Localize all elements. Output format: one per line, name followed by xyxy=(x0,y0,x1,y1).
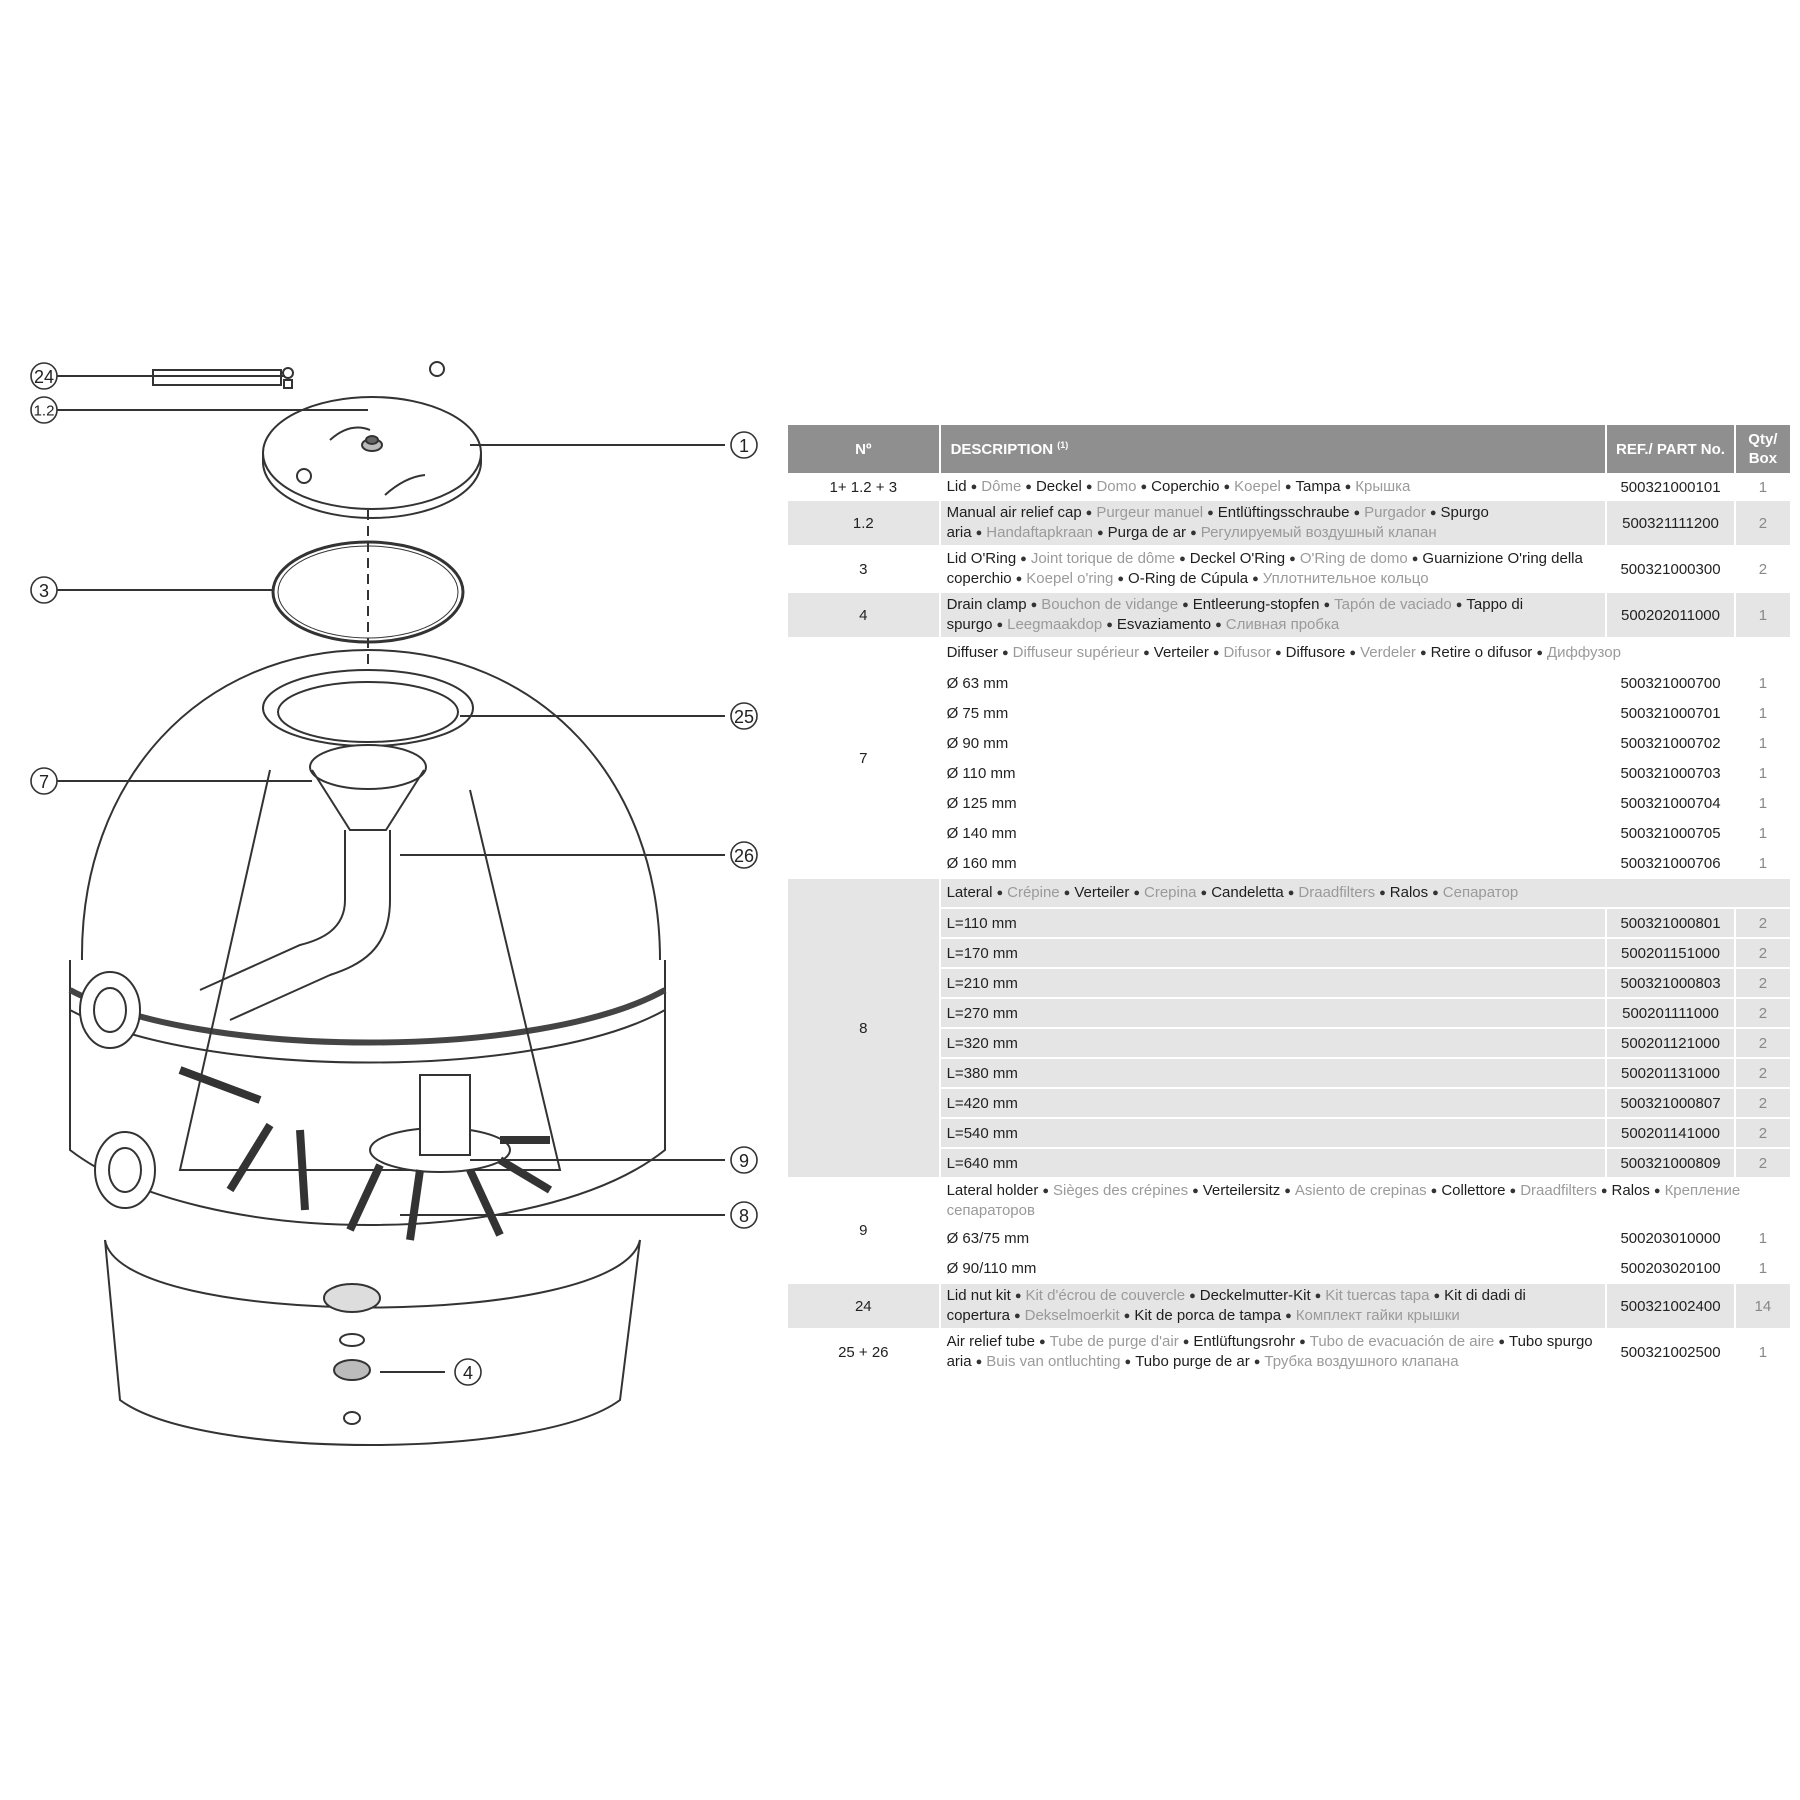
description-term: Sièges des crépines xyxy=(1052,1182,1189,1199)
part-ref: 500321000701 xyxy=(1607,699,1734,729)
separator-bullet: ● xyxy=(1433,1290,1441,1302)
description-term: Drain clamp xyxy=(946,596,1027,613)
separator-bullet: ● xyxy=(1653,1185,1661,1197)
separator-bullet: ● xyxy=(1014,1290,1022,1302)
callout-25: 25 xyxy=(733,707,755,727)
part-qty: 2 xyxy=(1736,1029,1790,1059)
description-term: O'Ring de domo xyxy=(1299,550,1408,567)
part-qty: 2 xyxy=(1736,909,1790,939)
separator-bullet: ● xyxy=(1085,481,1093,493)
callout-4: 4 xyxy=(462,1363,474,1383)
description-term: Диффузор xyxy=(1546,644,1621,661)
separator-bullet: ● xyxy=(1179,553,1186,565)
description-term: Diffuser xyxy=(946,644,999,661)
part-size: L=380 mm xyxy=(941,1059,1606,1089)
table-row xyxy=(788,501,1790,547)
part-qty: 2 xyxy=(1736,501,1790,547)
description-term: Tapón de vaciado xyxy=(1334,596,1452,613)
description-term: Leegmaakdop xyxy=(1007,616,1103,633)
description-term: Buis van ontluchting xyxy=(986,1353,1121,1370)
table-row xyxy=(788,1179,1790,1224)
part-qty: 2 xyxy=(1736,939,1790,969)
part-ref: 500321002400 xyxy=(1607,1284,1734,1330)
description-term: Purga de ar xyxy=(1107,524,1187,541)
separator-bullet: ● xyxy=(1253,1356,1261,1368)
description-term: Kit tuercas tapa xyxy=(1325,1287,1430,1304)
separator-bullet: ● xyxy=(1323,599,1331,611)
description-term: Сепаратор xyxy=(1442,884,1519,901)
part-qty: 2 xyxy=(1736,1149,1790,1179)
part-size: L=210 mm xyxy=(941,969,1606,999)
part-ref: 500321000300 xyxy=(1607,547,1734,593)
description-term: Lid nut kit xyxy=(946,1287,1011,1304)
part-number: 25 + 26 xyxy=(788,1330,939,1376)
part-description xyxy=(941,639,1790,669)
separator-bullet: ● xyxy=(1117,573,1125,585)
description-term: Verdeler xyxy=(1360,644,1416,661)
part-size: Ø 90/110 mm xyxy=(941,1254,1606,1284)
separator-bullet: ● xyxy=(1299,1336,1306,1348)
description-term: Lid xyxy=(946,478,967,495)
part-ref: 500203020100 xyxy=(1607,1254,1734,1284)
separator-bullet: ● xyxy=(1123,1310,1131,1322)
part-qty: 1 xyxy=(1736,1224,1790,1254)
header-qty: Qty/ Box xyxy=(1736,425,1790,475)
description-term: Tappo di spurgo xyxy=(946,596,1524,633)
separator-bullet: ● xyxy=(1013,1310,1021,1322)
description-term: Collettore xyxy=(1441,1182,1506,1199)
callout-9: 9 xyxy=(738,1151,750,1171)
description-term: Lateral xyxy=(946,884,993,901)
part-size: L=170 mm xyxy=(941,939,1606,969)
part-size: Ø 110 mm xyxy=(941,759,1606,789)
separator-bullet: ● xyxy=(1455,599,1463,611)
part-qty: 2 xyxy=(1736,1089,1790,1119)
description-term: Coperchio xyxy=(1151,478,1220,495)
callout-7: 7 xyxy=(38,772,50,792)
part-size: Ø 160 mm xyxy=(941,849,1606,879)
part-ref: 500321000705 xyxy=(1607,819,1734,849)
description-term: Tubo de evacuación de aire xyxy=(1309,1333,1495,1350)
header-no: Nº xyxy=(788,425,939,475)
part-description xyxy=(941,501,1606,547)
table-row xyxy=(788,1284,1790,1330)
description-term: Kit d'écrou de couvercle xyxy=(1025,1287,1186,1304)
part-description xyxy=(941,1284,1606,1330)
part-qty: 1 xyxy=(1736,729,1790,759)
part-qty: 2 xyxy=(1736,999,1790,1029)
header-description: DESCRIPTION $^{(1)}$ xyxy=(941,425,1606,475)
separator-bullet: ● xyxy=(1509,1185,1517,1197)
description-term: Tampa xyxy=(1295,478,1341,495)
part-ref: 500321000700 xyxy=(1607,669,1734,699)
table-row xyxy=(788,547,1790,593)
part-description xyxy=(941,593,1606,639)
description-term: Tubo spurgo aria xyxy=(946,1333,1593,1370)
description-term: Manual air relief cap xyxy=(946,504,1082,521)
part-number: 24 xyxy=(788,1284,939,1330)
table-row xyxy=(788,593,1790,639)
description-term: Asiento de crepinas xyxy=(1294,1182,1427,1199)
part-ref: 500201131000 xyxy=(1607,1059,1734,1089)
part-size: Ø 75 mm xyxy=(941,699,1606,729)
separator-bullet: ● xyxy=(1411,553,1419,565)
separator-bullet: ● xyxy=(1349,647,1357,659)
separator-bullet: ● xyxy=(1379,887,1386,899)
part-qty: 1 xyxy=(1736,819,1790,849)
description-term: Уплотнительное кольцо xyxy=(1262,570,1429,587)
separator-bullet: ● xyxy=(1344,481,1352,493)
separator-bullet: ● xyxy=(1002,647,1009,659)
description-term: Entleerung-stopfen xyxy=(1192,596,1320,613)
separator-bullet: ● xyxy=(1042,1185,1049,1197)
part-qty: 1 xyxy=(1736,669,1790,699)
part-size: Ø 125 mm xyxy=(941,789,1606,819)
description-term: O-Ring de Cúpula xyxy=(1128,570,1249,587)
description-term: Lid O'Ring xyxy=(946,550,1017,567)
part-size: Ø 90 mm xyxy=(941,729,1606,759)
part-qty: 1 xyxy=(1736,1254,1790,1284)
part-number: 9 xyxy=(788,1179,939,1284)
description-term: Регулируемый воздушный клапан xyxy=(1200,524,1437,541)
description-term: Guarnizione O'ring della coperchio xyxy=(946,550,1583,587)
separator-bullet: ● xyxy=(1030,599,1038,611)
callout-26: 26 xyxy=(733,846,755,866)
description-term: Сливная пробка xyxy=(1225,616,1340,633)
part-qty: 2 xyxy=(1736,547,1790,593)
separator-bullet: ● xyxy=(1038,1336,1046,1348)
description-term: Crépine xyxy=(1007,884,1060,901)
part-ref: 500201141000 xyxy=(1607,1119,1734,1149)
description-term: Difusor xyxy=(1223,644,1271,661)
callout-8: 8 xyxy=(738,1206,750,1226)
description-term: Handaftapkraan xyxy=(986,524,1094,541)
part-size: Ø 63/75 mm xyxy=(941,1224,1606,1254)
separator-bullet: ● xyxy=(1015,573,1023,585)
description-term: Tube de purge d'air xyxy=(1049,1333,1179,1350)
separator-bullet: ● xyxy=(1314,1290,1322,1302)
separator-bullet: ● xyxy=(1430,1185,1438,1197)
separator-bullet: ● xyxy=(1223,481,1231,493)
description-term: Diffusore xyxy=(1285,644,1346,661)
part-number: 4 xyxy=(788,593,939,639)
separator-bullet: ● xyxy=(1182,599,1189,611)
part-ref: 500321000803 xyxy=(1607,969,1734,999)
description-term: Entlüftungsrohr xyxy=(1193,1333,1296,1350)
part-ref: 500321000801 xyxy=(1607,909,1734,939)
part-ref: 500203010000 xyxy=(1607,1224,1734,1254)
part-qty: 1 xyxy=(1736,759,1790,789)
callout-24: 24 xyxy=(33,367,55,387)
description-term: Крышка xyxy=(1355,478,1411,495)
part-number: 7 xyxy=(788,639,939,879)
part-number: 1.2 xyxy=(788,501,939,547)
callout-1: 1 xyxy=(738,436,750,456)
part-number: 1+ 1.2 + 3 xyxy=(788,475,939,501)
part-qty: 1 xyxy=(1736,1330,1790,1376)
part-size: L=640 mm xyxy=(941,1149,1606,1179)
table-row xyxy=(788,879,1790,909)
part-ref: 500321000704 xyxy=(1607,789,1734,819)
separator-bullet: ● xyxy=(1020,553,1027,565)
separator-bullet: ● xyxy=(1200,887,1208,899)
part-number: 3 xyxy=(788,547,939,593)
table-row xyxy=(788,1330,1790,1376)
description-term: Crepina xyxy=(1144,884,1197,901)
part-qty: 1 xyxy=(1736,475,1790,501)
description-term: Spurgo aria xyxy=(946,504,1489,541)
description-term: Dôme xyxy=(981,478,1022,495)
table-row xyxy=(788,639,1790,669)
separator-bullet: ● xyxy=(996,887,1004,899)
part-ref: 500201121000 xyxy=(1607,1029,1734,1059)
separator-bullet: ● xyxy=(1085,507,1093,519)
part-qty: 1 xyxy=(1736,849,1790,879)
description-term: Retire o difusor xyxy=(1430,644,1533,661)
part-qty: 1 xyxy=(1736,789,1790,819)
part-size: L=540 mm xyxy=(941,1119,1606,1149)
separator-bullet: ● xyxy=(1182,1336,1190,1348)
separator-bullet: ● xyxy=(1192,1185,1199,1197)
part-ref: 500321000807 xyxy=(1607,1089,1734,1119)
part-size: L=270 mm xyxy=(941,999,1606,1029)
separator-bullet: ● xyxy=(1207,507,1214,519)
description-term: Koepel o'ring xyxy=(1026,570,1114,587)
filter-exploded-diagram xyxy=(0,340,790,1470)
part-size: Ø 63 mm xyxy=(941,669,1606,699)
part-size: Ø 140 mm xyxy=(941,819,1606,849)
group-lateral xyxy=(788,879,1790,1179)
part-ref: 500321000809 xyxy=(1607,1149,1734,1179)
separator-bullet: ● xyxy=(1025,481,1032,493)
part-ref: 500321000703 xyxy=(1607,759,1734,789)
separator-bullet: ● xyxy=(975,1356,983,1368)
part-ref: 500321000702 xyxy=(1607,729,1734,759)
part-ref: 500201111000 xyxy=(1607,999,1734,1029)
part-size: L=320 mm xyxy=(941,1029,1606,1059)
separator-bullet: ● xyxy=(1353,507,1361,519)
description-term: Draadfilters xyxy=(1298,884,1376,901)
description-term: Koepel xyxy=(1234,478,1281,495)
separator-bullet: ● xyxy=(996,619,1004,631)
callout-3: 3 xyxy=(38,581,50,601)
separator-bullet: ● xyxy=(1189,1290,1196,1302)
separator-bullet: ● xyxy=(1215,619,1222,631)
description-term: Комплект гайки крышки xyxy=(1295,1307,1460,1324)
description-term: Lateral holder xyxy=(946,1182,1039,1199)
part-ref: 500202011000 xyxy=(1607,593,1734,639)
separator-bullet: ● xyxy=(1124,1356,1132,1368)
separator-bullet: ● xyxy=(1284,481,1292,493)
part-qty: 14 xyxy=(1736,1284,1790,1330)
description-term: Joint torique de dôme xyxy=(1030,550,1176,567)
part-description xyxy=(941,1330,1606,1376)
description-term: Bouchon de vidange xyxy=(1041,596,1179,613)
separator-bullet: ● xyxy=(1274,647,1282,659)
part-description xyxy=(941,547,1606,593)
description-term: Verteiler xyxy=(1153,644,1209,661)
description-term: Dekselmoerkit xyxy=(1024,1307,1120,1324)
separator-bullet: ● xyxy=(1143,647,1150,659)
description-term: Air relief tube xyxy=(946,1333,1035,1350)
separator-bullet: ● xyxy=(1600,1185,1608,1197)
table-header-row xyxy=(788,425,1790,475)
part-ref: 500321002500 xyxy=(1607,1330,1734,1376)
description-term: Трубка воздушного клапана xyxy=(1264,1353,1459,1370)
part-ref: 500321000101 xyxy=(1607,475,1734,501)
part-size: L=420 mm xyxy=(941,1089,1606,1119)
description-term: Esvaziamento xyxy=(1116,616,1212,633)
part-description xyxy=(941,879,1790,909)
separator-bullet: ● xyxy=(1432,887,1439,899)
separator-bullet: ● xyxy=(1284,1185,1291,1197)
description-term: Deckelmutter-Kit xyxy=(1199,1287,1311,1304)
part-ref: 500321111200 xyxy=(1607,501,1734,547)
separator-bullet: ● xyxy=(1097,527,1104,539)
header-ref: REF./ PART No. xyxy=(1607,425,1734,475)
separator-bullet: ● xyxy=(1190,527,1197,539)
group-diffuser xyxy=(788,639,1790,879)
separator-bullet: ● xyxy=(1419,647,1427,659)
description-term: Draadfilters xyxy=(1520,1182,1597,1199)
header-description-note: (1) xyxy=(1057,440,1069,450)
table-row xyxy=(788,475,1790,501)
part-ref: 500201151000 xyxy=(1607,939,1734,969)
separator-bullet: ● xyxy=(975,527,983,539)
description-term: Entlüftingsschraube xyxy=(1217,504,1350,521)
separator-bullet: ● xyxy=(1212,647,1220,659)
description-term: Kit di dadi di copertura xyxy=(946,1287,1526,1324)
part-qty: 1 xyxy=(1736,593,1790,639)
separator-bullet: ● xyxy=(1106,619,1113,631)
separator-bullet: ● xyxy=(1285,1310,1292,1322)
separator-bullet: ● xyxy=(970,481,978,493)
part-qty: 2 xyxy=(1736,1059,1790,1089)
description-term: Крепление сепараторов xyxy=(946,1182,1741,1219)
callout-1-2: 1.2 xyxy=(33,402,55,420)
description-term: Verteiler xyxy=(1074,884,1130,901)
group-lateral-holder xyxy=(788,1179,1790,1284)
separator-bullet: ● xyxy=(1429,507,1437,519)
description-term: Diffuseur supérieur xyxy=(1012,644,1140,661)
separator-bullet: ● xyxy=(1498,1336,1505,1348)
description-term: Purgador xyxy=(1364,504,1426,521)
description-term: Ralos xyxy=(1611,1182,1650,1199)
part-qty: 2 xyxy=(1736,1119,1790,1149)
separator-bullet: ● xyxy=(1140,481,1148,493)
description-term: Domo xyxy=(1096,478,1137,495)
parts-table xyxy=(786,425,1792,1376)
part-qty: 1 xyxy=(1736,699,1790,729)
description-term: Kit de porca de tampa xyxy=(1134,1307,1282,1324)
description-term: Deckel O'Ring xyxy=(1189,550,1286,567)
part-size: L=110 mm xyxy=(941,909,1606,939)
separator-bullet: ● xyxy=(1289,553,1296,565)
separator-bullet: ● xyxy=(1287,887,1295,899)
separator-bullet: ● xyxy=(1252,573,1259,585)
part-description xyxy=(941,1179,1790,1224)
description-term: Verteilersitz xyxy=(1202,1182,1281,1199)
part-description xyxy=(941,475,1606,501)
part-number: 8 xyxy=(788,879,939,1179)
separator-bullet: ● xyxy=(1133,887,1140,899)
separator-bullet: ● xyxy=(1063,887,1071,899)
part-ref: 500321000706 xyxy=(1607,849,1734,879)
separator-bullet: ● xyxy=(1536,647,1543,659)
description-term: Tubo purge de ar xyxy=(1135,1353,1250,1370)
description-term: Deckel xyxy=(1035,478,1082,495)
description-term: Purgeur manuel xyxy=(1096,504,1204,521)
part-qty: 2 xyxy=(1736,969,1790,999)
description-term: Candeletta xyxy=(1211,884,1284,901)
description-term: Ralos xyxy=(1389,884,1429,901)
